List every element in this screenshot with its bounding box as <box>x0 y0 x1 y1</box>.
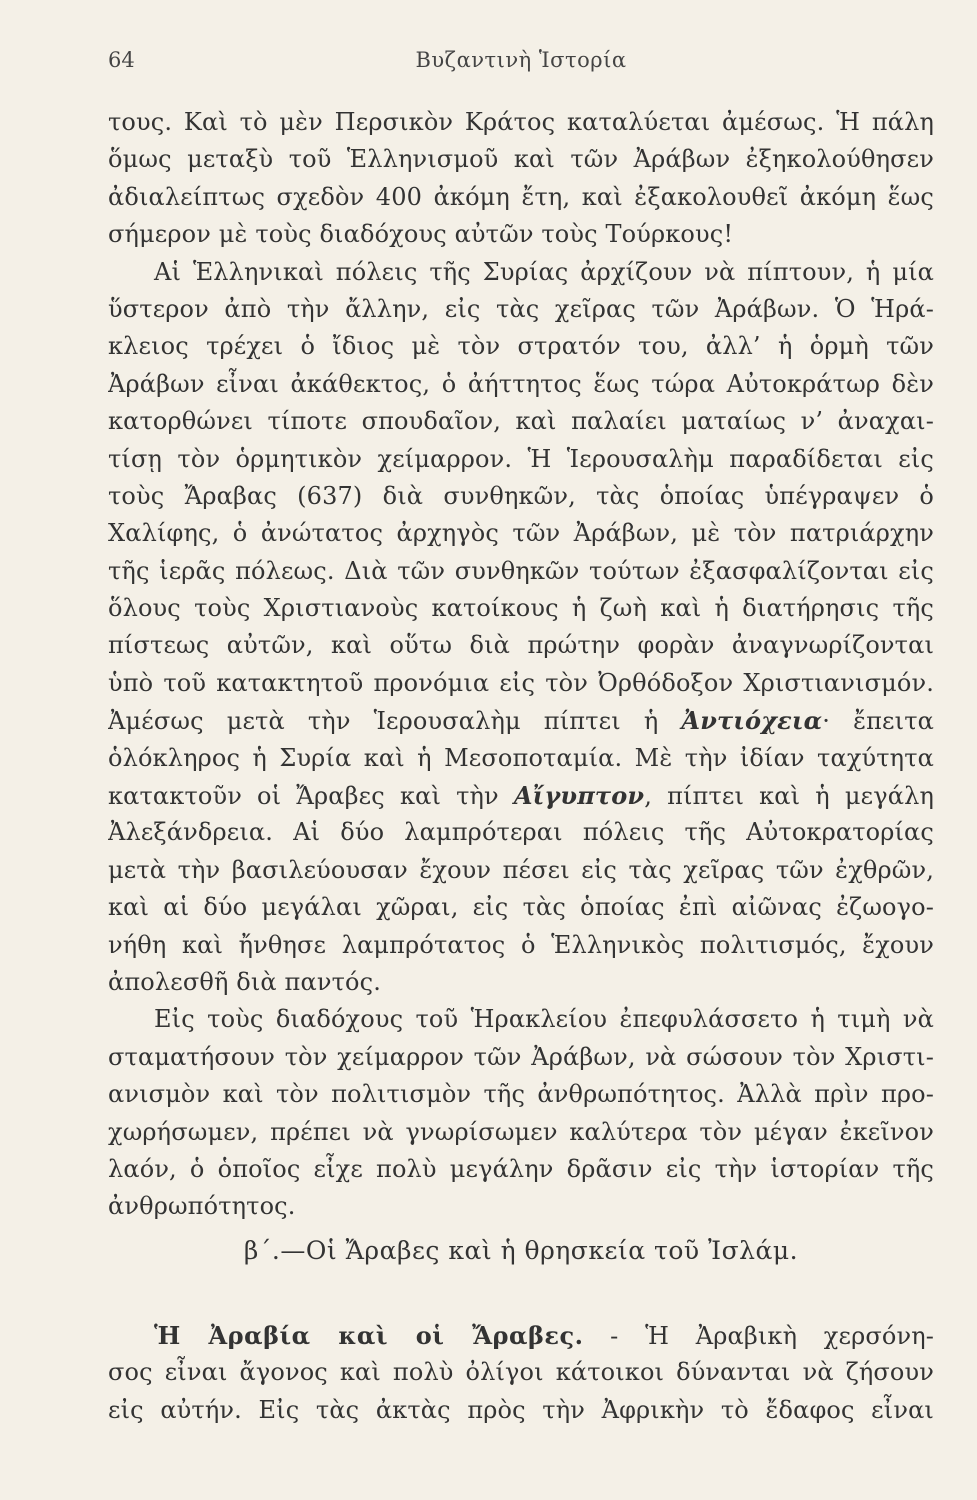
text-line: τίσῃ τὸν ὁρμητικὸν χείμαρρον. Ἡ Ἱερουσαλὴμ παραδίδεται εἰς <box>108 444 934 473</box>
text-line: τους. Καὶ τὸ μὲν Περσικὸν Κράτος καταλύεται ἀμέσως. Ἡ πάλη <box>108 108 934 136</box>
line-text: , πίπτει καὶ ἡ μεγάλη <box>644 782 934 811</box>
body-text <box>108 104 934 1226</box>
line-text: - Ἡ Ἀραβικὴ χερσόνη- <box>583 1322 934 1350</box>
line-text: κατακτοῦν οἱ Ἄραβες καὶ τὴν <box>108 782 514 811</box>
text-line: Εἰς τοὺς διαδόχους τοῦ Ἡρακλείου ἐπεφυλάσσετο ἡ τιμὴ νὰ <box>154 1005 934 1034</box>
running-head <box>108 48 934 78</box>
line-text: · ἔπειτα <box>822 707 934 736</box>
text-line: ἀνθρωπότητος. <box>108 1192 296 1221</box>
text-line: τοὺς Ἄραβας (637) διὰ συνθηκῶν, τὰς ὁποίας ὑπέγραψεν ὁ <box>108 481 934 510</box>
line-text: Ἀμέσως μετὰ τὴν Ἱερουσαλὴμ πίπτει ἡ <box>108 707 682 736</box>
text-line: μετὰ τὴν βασιλεύουσαν ἔχουν πέσει εἰς τὰς χεῖρας τῶν ἐχθρῶν, <box>108 855 934 884</box>
text-line: λαόν, ὁ ὁποῖος εἶχε πολὺ μεγάλην δρᾶσιν εἰς τὴν ἱστορίαν τῆς <box>108 1154 934 1183</box>
text-line: Αἱ Ἑλληνικαὶ πόλεις τῆς Συρίας ἀρχίζουν νὰ πίπτουν, ἡ μία <box>154 257 934 286</box>
section-body-text <box>108 1317 934 1429</box>
text-line: Χαλίφης, ὁ ἀνώτατος ἀρχηγὸς τῶν Ἀράβων, μὲ τὸν πατριάρχην <box>108 519 934 548</box>
text-line: τῆς ἱερᾶς πόλεως. Διὰ τῶν συνθηκῶν τούτων ἐξασφαλίζονται εἰς <box>108 556 934 585</box>
text-line: Ἀράβων εἶναι ἀκάθεκτος, ὁ ἀήττητος ἕως τώρα Αὐτοκράτωρ δὲν <box>108 369 934 398</box>
text-line: πίστεως αὐτῶν, καὶ οὕτω διὰ πρώτην φορὰν ἀναγνωρίζονται <box>108 631 934 660</box>
text-line: ὕστερον ἀπὸ τὴν ἄλλην, εἰς τὰς χεῖρας τῶν Ἀράβων. Ὁ Ἡρά- <box>108 294 934 323</box>
text-line: νήθη καὶ ἤνθησε λαμπρότατος ὁ Ἑλληνικὸς πολιτισμός, ἔχουν <box>108 930 934 959</box>
text-line <box>108 777 934 814</box>
text-line: ανισμὸν καὶ τὸν πολιτισμὸν τῆς ἀνθρωπότητος. Ἀλλὰ πρὶν προ- <box>108 1080 934 1109</box>
text-line <box>108 1317 934 1354</box>
text-line: σήμερον μὲ τοὺς διαδόχους αὐτῶν τοὺς Τούρκους! <box>108 220 734 249</box>
section-heading: β΄.—Οἱ Ἄραβες καὶ ἡ θρησκεία τοῦ Ἰσλάμ. <box>243 1236 799 1265</box>
text-line: Ἀλεξάνδρεια. Αἱ δύο λαμπρότεραι πόλεις τῆς Αὐτοκρατορίας <box>108 818 934 847</box>
page-number: 64 <box>108 48 135 72</box>
place-name-emphasis: Αἴγυπτον <box>513 781 645 811</box>
text-line: καὶ αἱ δύο μεγάλαι χῶραι, εἰς τὰς ὁποίας ἐπὶ αἰῶνας ἐζωογο- <box>108 893 934 922</box>
text-line: εἰς αὐτήν. Εἰς τὰς ἀκτὰς πρὸς τὴν Ἀφρικὴν τὸ ἔδαφος εἶναι <box>108 1395 934 1424</box>
text-line: κατορθώνει τίποτε σπουδαῖον, καὶ παλαίει ματαίως ν’ ἀναχαι- <box>108 407 934 436</box>
text-line: ὑπὸ τοῦ κατακτητοῦ προνόμια εἰς τὸν Ὀρθόδοξον Χριστιανισμόν. <box>108 668 934 697</box>
text-line: χωρήσωμεν, πρέπει νὰ γνωρίσωμεν καλύτερα τὸν μέγαν ἐκεῖνον <box>108 1117 934 1146</box>
text-line: ὁλόκληρος ἡ Συρία καὶ ἡ Μεσοποταμία. Μὲ τὴν ἰδίαν ταχύτητα <box>108 743 934 772</box>
text-line: ἀδιαλείπτως σχεδὸν 400 ἀκόμη ἔτη, καὶ ἐξακολουθεῖ ἀκόμη ἕως <box>108 182 934 211</box>
text-line: σος εἶναι ἄγονος καὶ πολὺ ὀλίγοι κάτοικοι δύνανται νὰ ζήσουν <box>108 1358 934 1387</box>
subsection-heading: Ἡ Ἀραβία καὶ οἱ Ἄραβες. <box>154 1321 584 1350</box>
text-line: κλειος τρέχει ὁ ἴδιος μὲ τὸν στρατόν του, ἀλλ’ ἡ ὁρμὴ τῶν <box>108 332 934 361</box>
text-line: ὅμως μεταξὺ τοῦ Ἑλληνισμοῦ καὶ τῶν Ἀράβων ἐξηκολούθησεν <box>108 145 934 174</box>
running-title: Βυζαντινὴ Ἱστορία <box>415 48 627 72</box>
text-line <box>108 702 934 739</box>
text-line: σταματήσουν τὸν χείμαρρον τῶν Ἀράβων, νὰ σώσουν τὸν Χριστι- <box>108 1042 934 1071</box>
text-line: ὅλους τοὺς Χριστιανοὺς κατοίκους ἡ ζωὴ καὶ ἡ διατήρησις τῆς <box>108 594 934 623</box>
place-name-emphasis: Ἀντιόχεια <box>681 706 823 736</box>
text-line: ἀπολεσθῆ διὰ παντός. <box>108 967 381 996</box>
